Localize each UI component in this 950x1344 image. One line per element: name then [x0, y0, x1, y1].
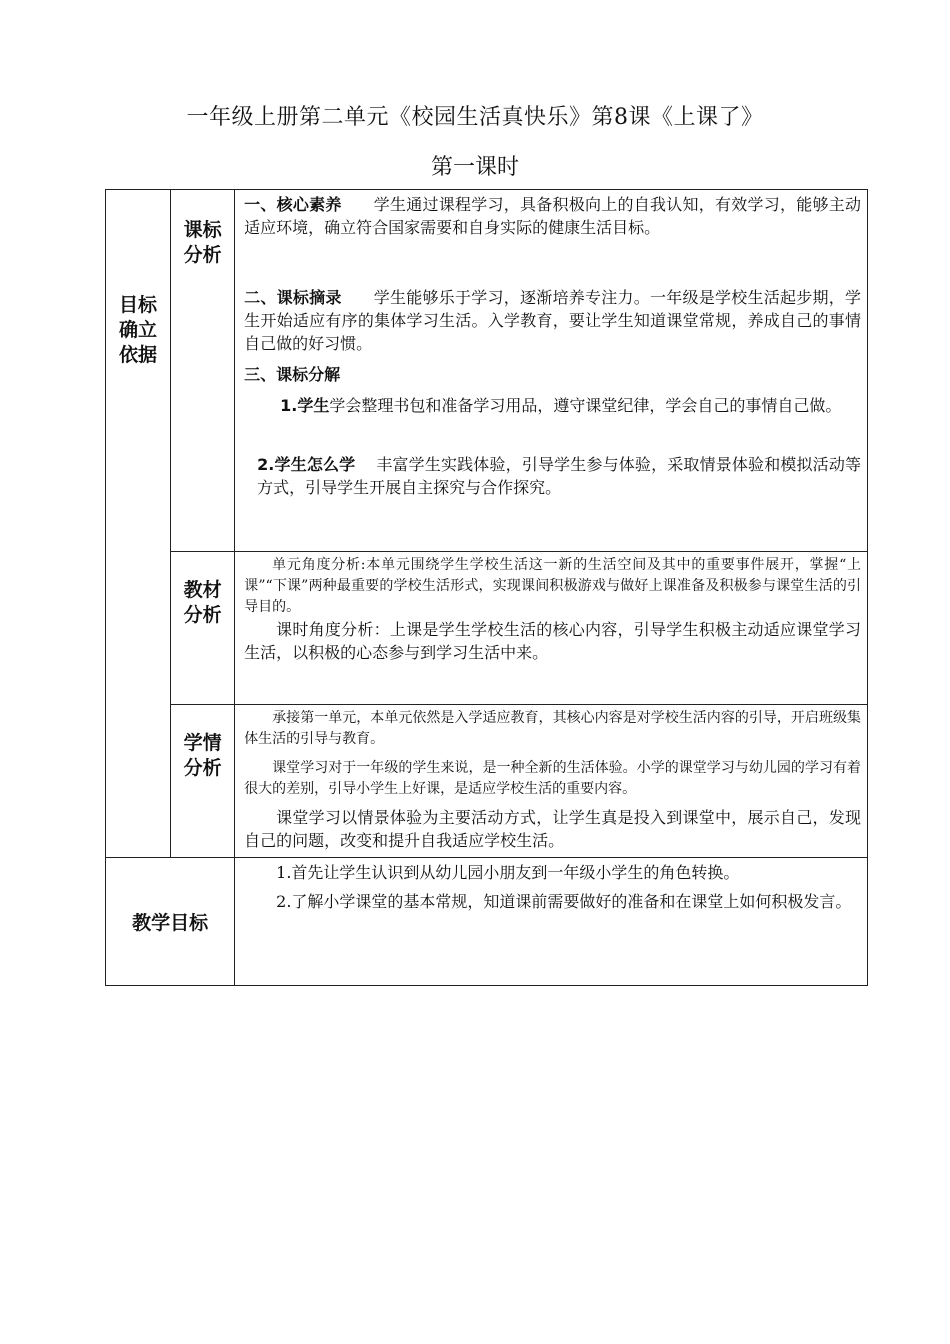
section-label-cell [106, 190, 171, 858]
point1-heading: 1.学生 [280, 396, 330, 415]
goals-content [235, 858, 867, 913]
document-subtitle: 第一课时 [430, 155, 519, 180]
textbook-label: 教材 分析 [183, 579, 222, 626]
textbook-content-cell [235, 552, 868, 705]
textbook-label-cell [171, 552, 235, 705]
students-row [106, 705, 868, 858]
decompose-heading: 三、课标分解 [244, 365, 341, 384]
curriculum-content [235, 190, 867, 499]
point2-heading: 2.学生怎么学 [257, 455, 356, 474]
point1-paragraph [244, 394, 861, 417]
textbook-row [106, 552, 868, 705]
excerpt-text: 学生能够乐于学习，逐渐培养专注力。一年级是学校生活起步期，学生开始适应有序的集体学习生活。入学教育，要让学生知道课堂常规，养成自己的事情自己做的好习惯。 [244, 288, 861, 353]
curriculum-label: 课标 分析 [183, 219, 222, 266]
unit-analysis-text: 单元角度分析:本单元围绕学生学校生活这一新的生活空间及其中的重要事件展开，掌握“上课”“下课”两种最重要的学校生活形式，实现课间积极游戏与做好上课准备及积极参与课堂生活的引导目的。 [244, 557, 861, 615]
goals-row [106, 858, 868, 986]
goals-content-cell [235, 858, 868, 986]
lesson-analysis-text: 课时角度分析：上课是学生学校生活的核心内容，引导学生积极主动适应课堂学习生活，以积极的心态参与到学习生活中来。 [244, 620, 861, 662]
lesson-plan-table [105, 189, 868, 986]
goal-item-2: 2.了解小学课堂的基本常规，知道课前需要做好的准备和在课堂上如何积极发言。 [276, 892, 852, 911]
core-literacy-paragraph [244, 193, 861, 239]
students-label-cell [171, 705, 235, 858]
point2-paragraph [244, 453, 861, 499]
section-label: 目标 确立 依据 [119, 294, 158, 366]
textbook-content [235, 552, 867, 664]
students-para1: 承接第一单元，本单元依然是入学适应教育，其核心内容是对学校生活内容的引导，开启班级集体生活的引导与教育。 [244, 710, 861, 747]
curriculum-row [106, 190, 868, 552]
excerpt-paragraph [244, 286, 861, 355]
students-para2: 课堂学习对于一年级的学生来说，是一种全新的生活体验。小学的课堂学习与幼儿园的学习有着很大的差别，引导小学生上好课，是适应学校生活的重要内容。 [244, 760, 861, 797]
curriculum-content-cell [235, 190, 868, 552]
students-label: 学情 分析 [183, 732, 222, 779]
document-title: 一年级上册第二单元《校园生活真快乐》第8课《上课了》 [186, 105, 764, 130]
students-content [235, 705, 867, 852]
goal-item-1: 1.首先让学生认识到从幼儿园小朋友到一年级小学生的角色转换。 [276, 863, 740, 882]
students-para3: 课堂学习以情景体验为主要活动方式，让学生真是投入到课堂中，展示自己，发现自己的问题，改变和提升自我适应学校生活。 [244, 808, 861, 850]
core-literacy-text: 学生通过课程学习，具备积极向上的自我认知，有效学习，能够主动适应环境，确立符合国家需要和自身实际的健康生活目标。 [244, 195, 861, 237]
goals-label: 教学目标 [106, 858, 235, 986]
point2-text: 丰富学生实践体验，引导学生参与体验，采取情景体验和模拟活动等方式，引导学生开展自主探究与合作探究。 [257, 455, 862, 497]
students-content-cell [235, 705, 868, 858]
excerpt-heading: 二、课标摘录 [244, 288, 342, 307]
curriculum-label-cell [171, 190, 235, 552]
point1-text: 学会整理书包和准备学习用品，遵守课堂纪律，学会自己的事情自己做。 [329, 396, 842, 415]
core-literacy-heading: 一、核心素养 [244, 195, 342, 214]
